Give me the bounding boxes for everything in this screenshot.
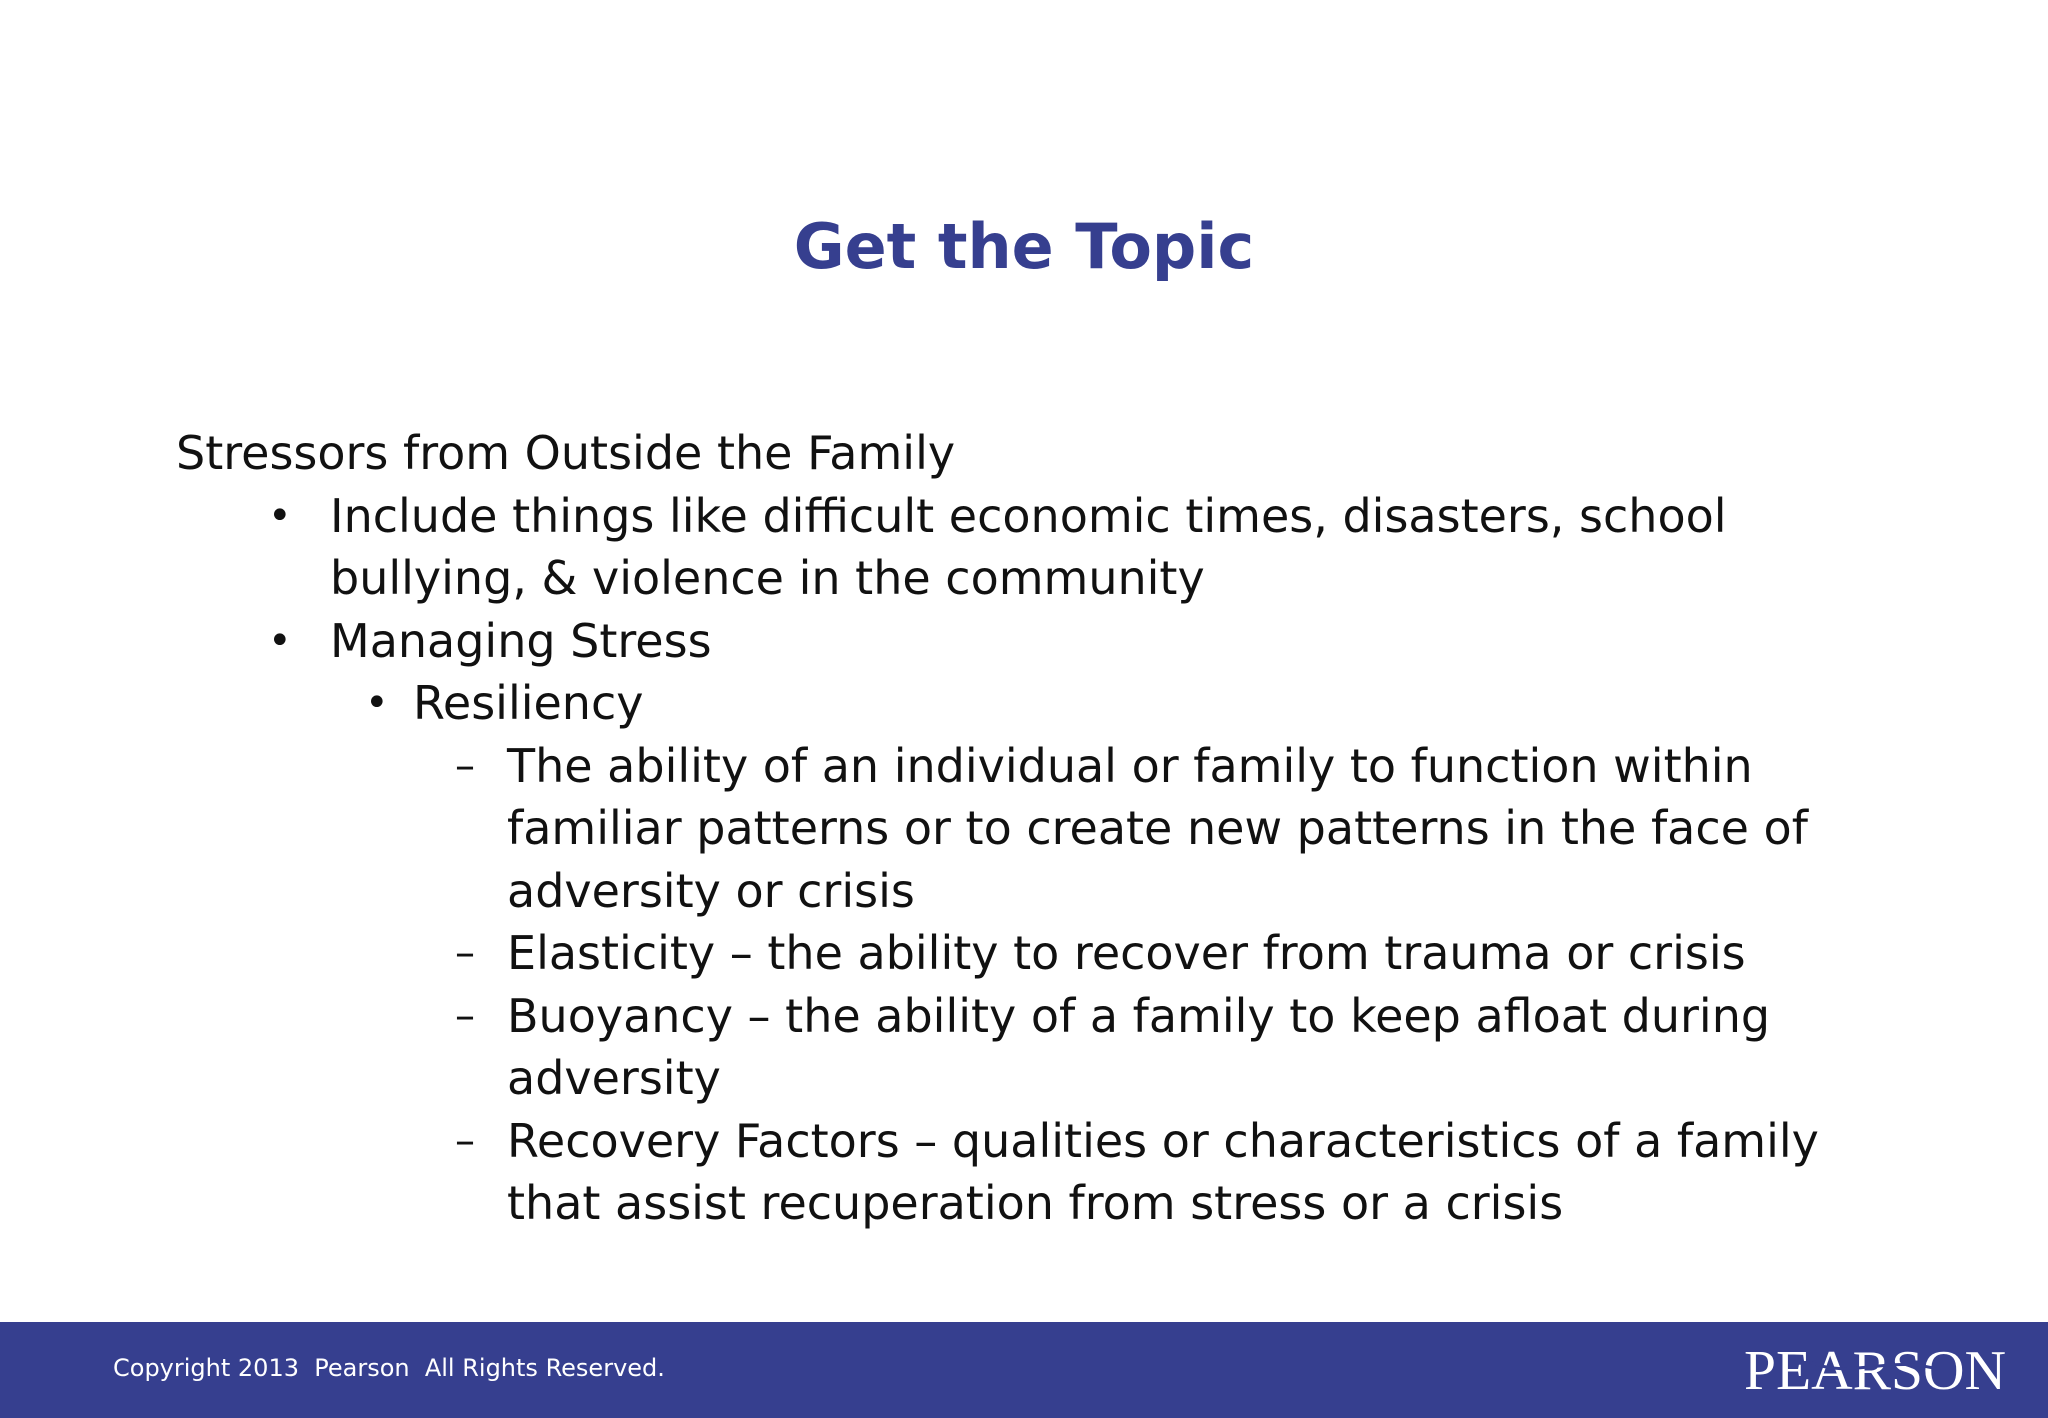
dash-icon: – xyxy=(455,742,475,789)
dash-item-text: Elasticity – the ability to recover from trauma or crisis xyxy=(507,926,1746,980)
sub-bullet-resiliency xyxy=(0,672,2048,735)
section-heading: Stressors from Outside the Family xyxy=(176,426,956,480)
bullet-icon: • xyxy=(365,680,389,726)
dash-item-text: adversity or crisis xyxy=(507,863,915,918)
bullet-text: bullying, & violence in the community xyxy=(330,551,1205,605)
sub-bullet-text: Resiliency xyxy=(413,676,644,730)
dash-item-4-line-2 xyxy=(0,1172,2048,1235)
bullet-text: Managing Stress xyxy=(330,613,712,668)
pearson-logo xyxy=(1740,1340,2010,1400)
slide-title: Get the Topic xyxy=(793,210,1255,283)
bullet-icon: • xyxy=(268,617,292,664)
dash-item-text: Buoyancy – the ability of a family to keep afloat during xyxy=(507,988,1771,1043)
copyright-text: Copyright 2013 Pearson All Rights Reserved. xyxy=(113,1354,665,1382)
bullet-text: Include things like difficult economic times, disasters, school xyxy=(330,488,1727,543)
dash-icon: – xyxy=(455,1117,475,1164)
bullet-1-line-1 xyxy=(0,485,2048,548)
dash-item-text: familiar patterns or to create new patterns in the face of xyxy=(507,801,1808,855)
dash-item-4-line-1 xyxy=(0,1110,2048,1173)
dash-item-2-line-1 xyxy=(0,922,2048,985)
dash-item-text: The ability of an individual or family to function within xyxy=(507,738,1753,793)
bullet-icon: • xyxy=(268,492,292,539)
dash-item-1-line-1 xyxy=(0,735,2048,798)
footer-bar xyxy=(0,1322,2048,1418)
dash-item-text: Recovery Factors – qualities or characteristics of a family xyxy=(507,1113,1819,1168)
slide-content xyxy=(0,422,2048,1235)
dash-item-text: that assist recuperation from stress or a crisis xyxy=(507,1176,1564,1230)
dash-icon: – xyxy=(455,992,475,1039)
dash-icon: – xyxy=(455,930,475,976)
pearson-logo-text: PEARSON xyxy=(1744,1340,2006,1400)
dash-item-1-line-3 xyxy=(0,860,2048,923)
dash-item-3-line-1 xyxy=(0,985,2048,1048)
dash-item-1-line-2 xyxy=(0,797,2048,860)
dash-item-3-line-2 xyxy=(0,1047,2048,1110)
bullet-1-line-2 xyxy=(0,547,2048,610)
dash-item-text: adversity xyxy=(507,1051,721,1105)
bullet-2 xyxy=(0,610,2048,673)
